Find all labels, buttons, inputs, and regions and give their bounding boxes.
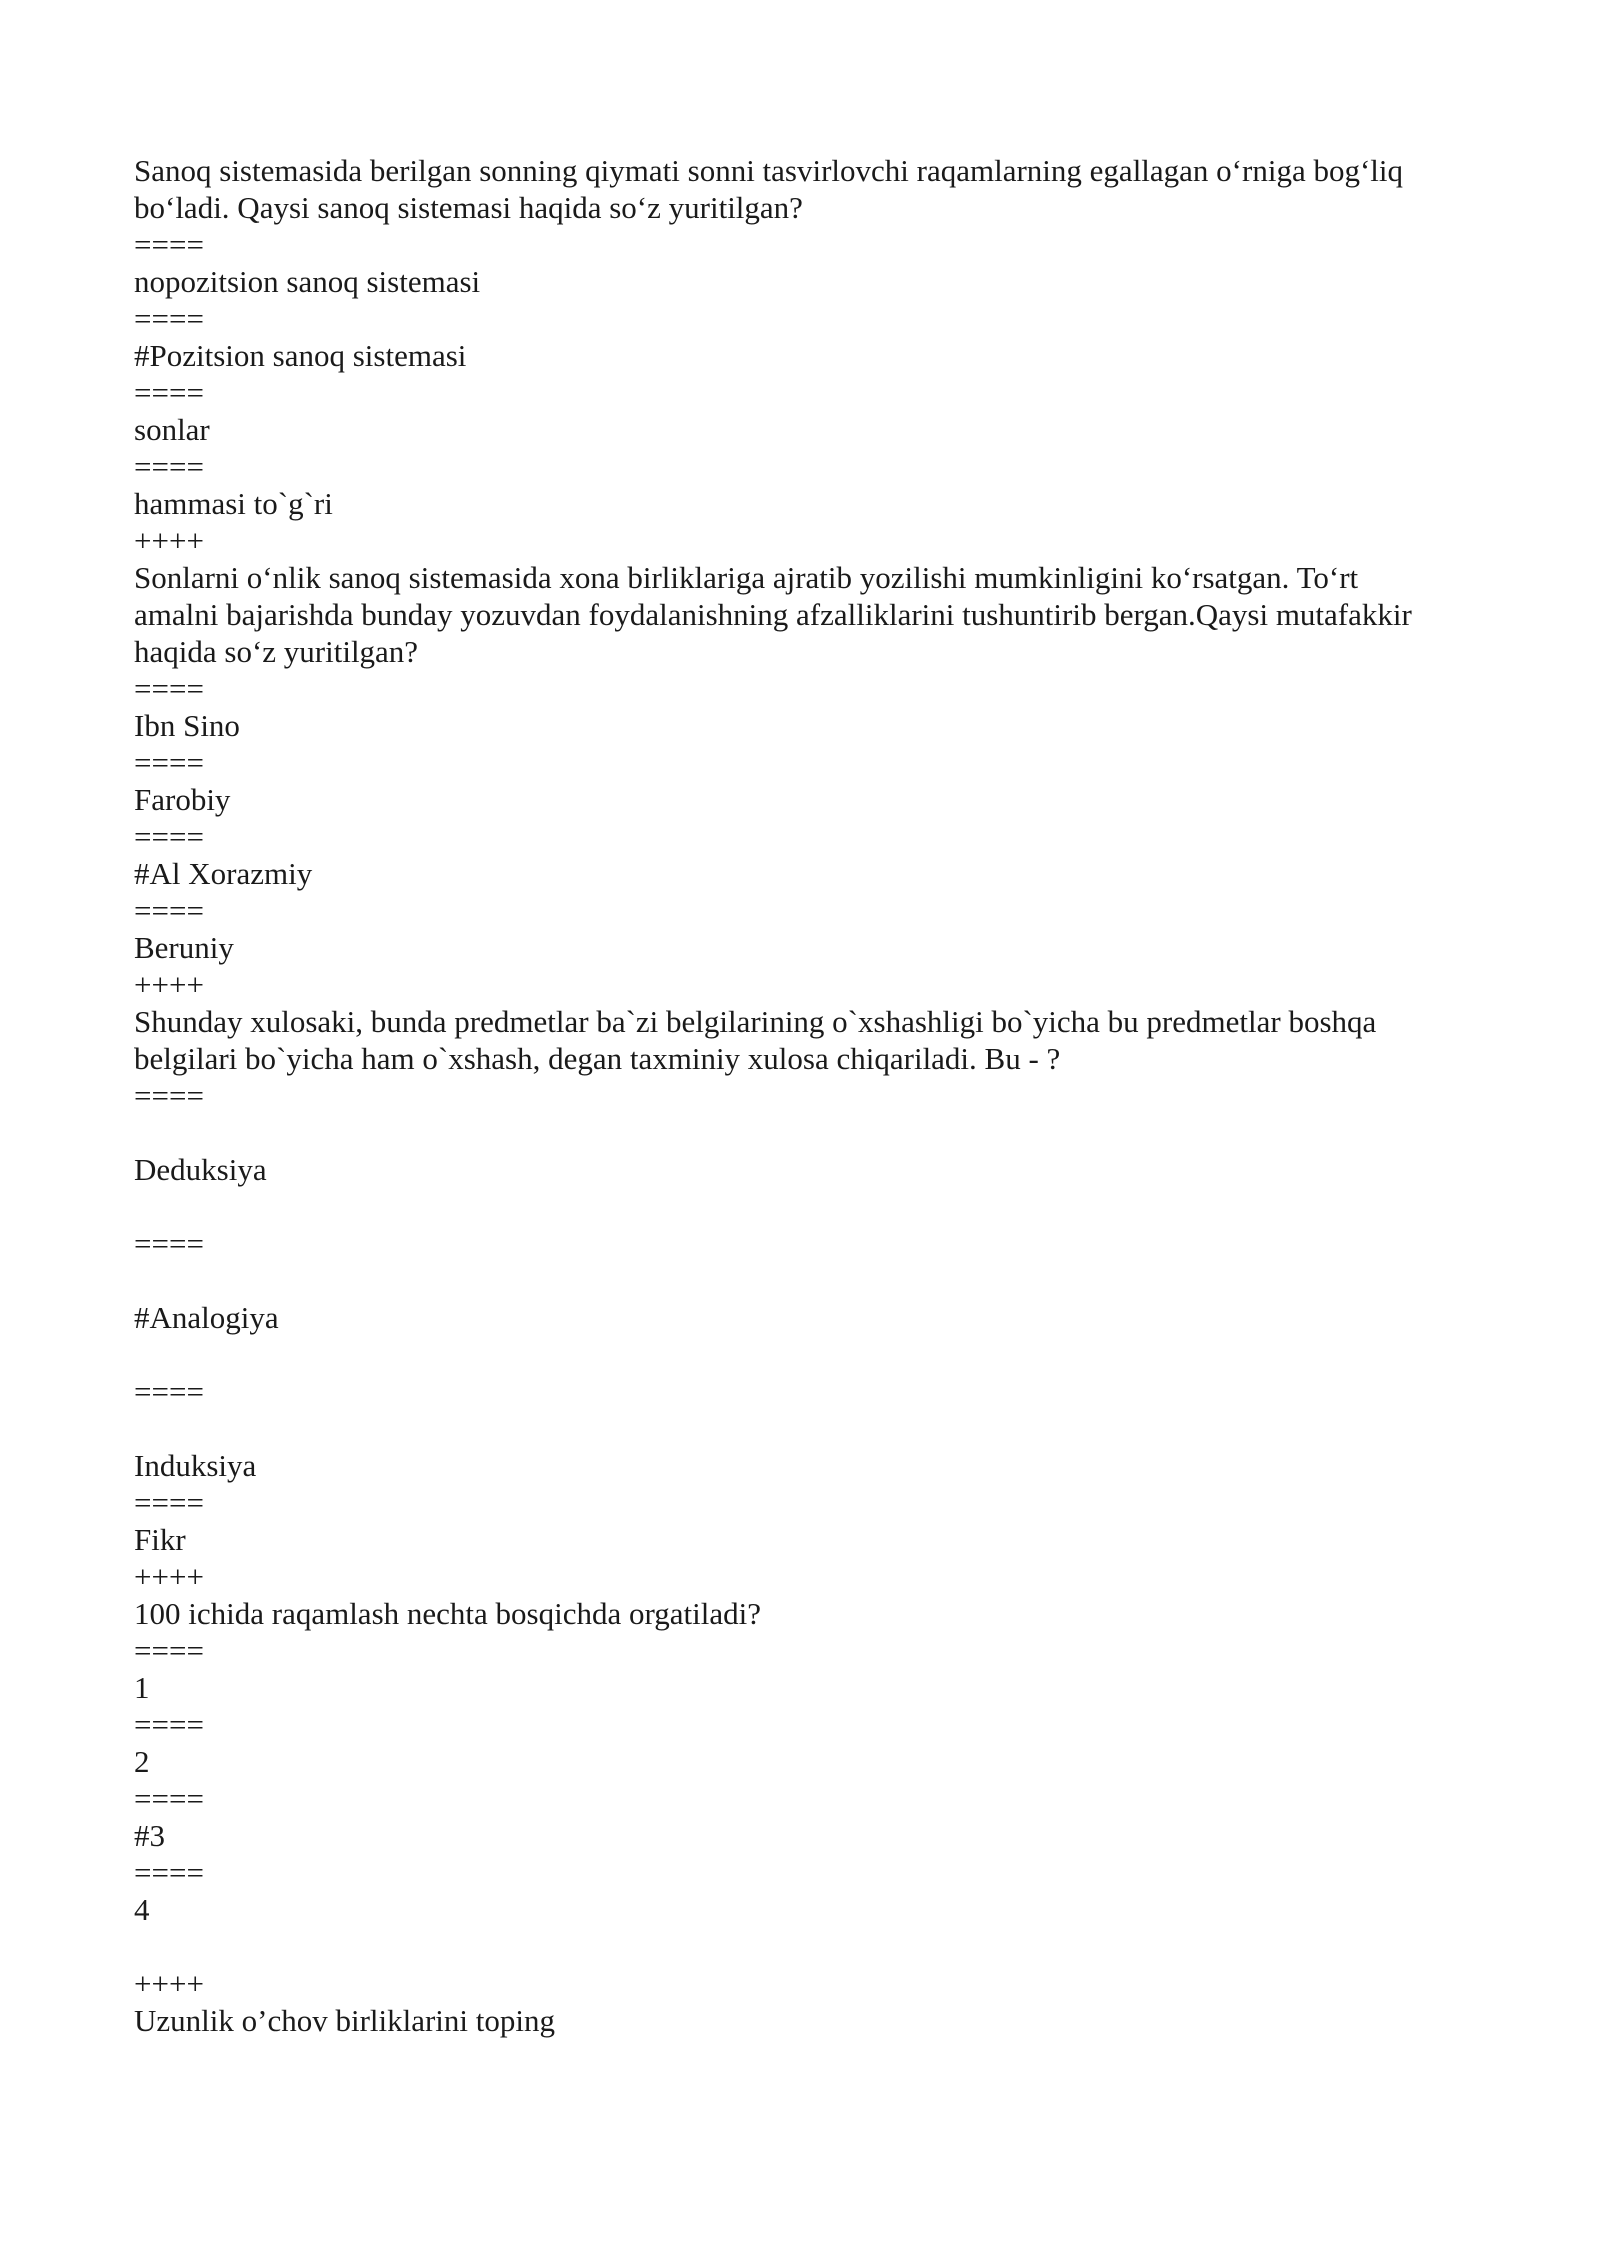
question-divider: ++++ bbox=[134, 967, 204, 1002]
separator: ==== bbox=[134, 1078, 204, 1113]
separator: ==== bbox=[134, 449, 204, 484]
separator: ==== bbox=[134, 301, 204, 336]
separator: ==== bbox=[134, 893, 204, 928]
q4-text: 100 ichida raqamlash nechta bosqichda orgatiladi? bbox=[134, 1596, 761, 1631]
q3-option-1: Deduksiya bbox=[134, 1152, 267, 1187]
q1-option-4: hammasi to`g`ri bbox=[134, 486, 333, 521]
q3-option-4: Fikr bbox=[134, 1522, 186, 1557]
q1-text-line-1: Sanoq sistemasida berilgan sonning qiymati sonni tasvirlovchi raqamlarning egallagan o‘rniga bog‘liq bbox=[134, 153, 1404, 188]
q3-text-line-1: Shunday xulosaki, bunda predmetlar ba`zi belgilarining o`xshashligi bo`yicha bu predmetlar boshqa bbox=[134, 1004, 1377, 1039]
q2-option-4: Beruniy bbox=[134, 930, 234, 965]
q2-text-line-3: haqida so‘z yuritilgan? bbox=[134, 634, 419, 669]
separator: ==== bbox=[134, 1374, 204, 1409]
separator: ==== bbox=[134, 1707, 204, 1742]
separator: ==== bbox=[134, 227, 204, 262]
q1-option-2-correct: #Pozitsion sanoq sistemasi bbox=[134, 338, 467, 373]
q2-text-line-1: Sonlarni o‘nlik sanoq sistemasida xona birliklariga ajratib yozilishi mumkinligini ko‘rsatgan. To‘rt bbox=[134, 560, 1359, 595]
separator: ==== bbox=[134, 1633, 204, 1668]
question-divider: ++++ bbox=[134, 1559, 204, 1594]
q5-text: Uzunlik o’chov birliklarini toping bbox=[134, 2003, 556, 2038]
separator: ==== bbox=[134, 1226, 204, 1261]
question-divider: ++++ bbox=[134, 1966, 204, 2001]
separator: ==== bbox=[134, 671, 204, 706]
q1-option-3: sonlar bbox=[134, 412, 210, 447]
q3-text-line-2: belgilari bo`yicha ham o`xshash, degan taxminiy xulosa chiqariladi. Bu - ? bbox=[134, 1041, 1061, 1076]
question-divider: ++++ bbox=[134, 523, 204, 558]
q4-option-3-correct: #3 bbox=[134, 1818, 165, 1853]
separator: ==== bbox=[134, 819, 204, 854]
q3-option-2-correct: #Analogiya bbox=[134, 1300, 279, 1335]
q2-text-line-2: amalni bajarishda bunday yozuvdan foydalanishning afzalliklarini tushuntirib bergan.Qaysi mutafakkir bbox=[134, 597, 1412, 632]
separator: ==== bbox=[134, 745, 204, 780]
q2-option-1: Ibn Sino bbox=[134, 708, 240, 743]
separator: ==== bbox=[134, 1485, 204, 1520]
q4-option-4: 4 bbox=[134, 1892, 150, 1927]
q1-option-1: nopozitsion sanoq sistemasi bbox=[134, 264, 481, 299]
q2-option-3-correct: #Al Xorazmiy bbox=[134, 856, 313, 891]
separator: ==== bbox=[134, 375, 204, 410]
q4-option-1: 1 bbox=[134, 1670, 150, 1705]
separator: ==== bbox=[134, 1781, 204, 1816]
separator: ==== bbox=[134, 1855, 204, 1890]
q1-text-line-2: bo‘ladi. Qaysi sanoq sistemasi haqida so‘z yuritilgan? bbox=[134, 190, 803, 225]
q4-option-2: 2 bbox=[134, 1744, 150, 1779]
q2-option-2: Farobiy bbox=[134, 782, 231, 817]
q3-option-3: Induksiya bbox=[134, 1448, 257, 1483]
